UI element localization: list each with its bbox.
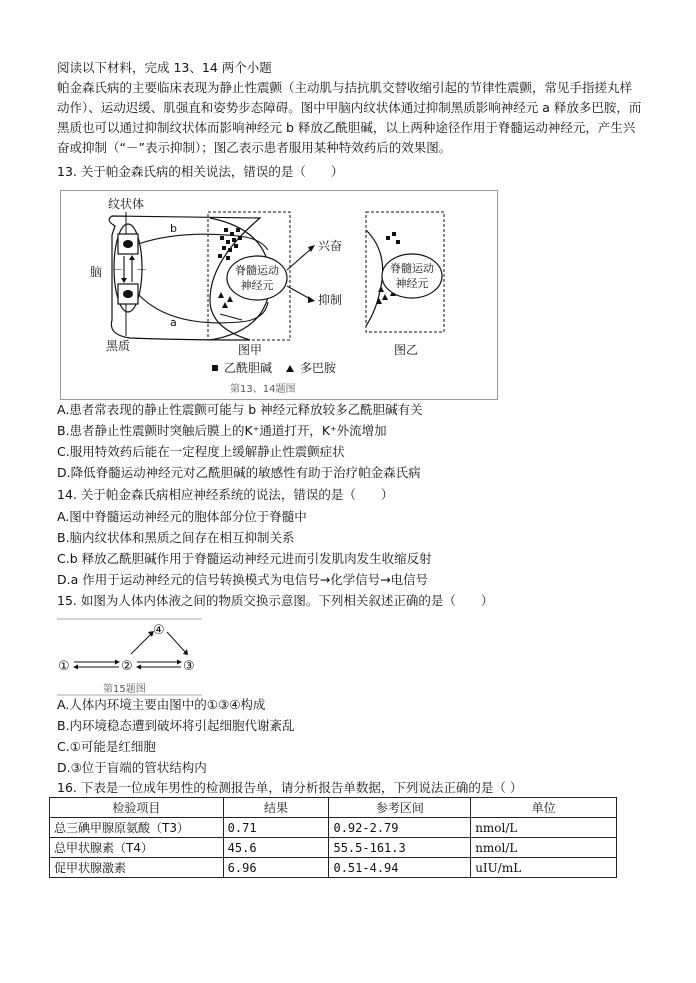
figure-a-dopamine-triangles <box>218 292 233 308</box>
q15-option-a: A.人体内环境主要由图中的①③④构成 <box>57 697 266 712</box>
col-header-reference: 参考区间 <box>329 798 471 818</box>
minus-left: － <box>112 263 123 276</box>
figure-b-neuron <box>382 254 442 298</box>
arrow-up-head <box>129 255 135 260</box>
q13-option-d: D.降低脊髓运动神经元对乙酰胆碱的敏感性有助于治疗帕金森氏病 <box>57 465 421 480</box>
neuron-b-axon <box>138 234 268 250</box>
q15-option-c: C.①可能是红细胞 <box>57 739 156 754</box>
question-15-stem: 15. 如图为人体内体液之间的物质交换示意图。下列相关叙述正确的是（ ） <box>57 593 494 608</box>
legend-ach-icon <box>212 365 218 371</box>
intro-heading: 阅读以下材料，完成 13、14 两个小题 <box>57 60 272 75</box>
inhibit-arrow-head <box>308 296 315 303</box>
figure-a-caption: 图甲 <box>237 343 263 357</box>
cell-unit: uIU/mL <box>471 858 617 878</box>
q14-option-d: D.a 作用于运动神经元的信号转换模式为电信号→化学信号→电信号 <box>57 572 429 587</box>
figure-caption: 第13、14题图 <box>230 384 296 395</box>
q14-option-a: A.图中脊髓运动神经元的胞体部分位于脊髓中 <box>57 509 307 524</box>
q13-option-b: B.患者静止性震颤时突触后膜上的K⁺通道打开，K⁺外流增加 <box>57 423 387 438</box>
question-13-stem: 13. 关于帕金森氏病的相关说法，错误的是（ ） <box>57 164 344 179</box>
figure-b-ach-squares <box>386 232 400 244</box>
cell-unit: nmol/L <box>471 838 617 858</box>
figure-b-neuron-line2: 神经元 <box>395 277 429 290</box>
brain-label: 脑 <box>90 265 103 279</box>
cell-reference: 55.5-161.3 <box>329 838 471 858</box>
col-header-result: 结果 <box>223 798 329 818</box>
node-1: ① <box>58 659 70 674</box>
figure-a-neuron <box>227 256 287 300</box>
minus-right: － <box>136 263 147 276</box>
label-b: b <box>170 222 177 235</box>
table-row <box>50 818 617 838</box>
node-4: ④ <box>153 623 165 638</box>
figure-b-neuron-line1: 脊髓运动 <box>390 262 434 275</box>
figure-15 <box>57 618 207 696</box>
inhibit-label: 抑制 <box>318 293 343 307</box>
q14-option-b: B.脑内纹状体和黑质之间存在相互抑制关系 <box>57 530 295 545</box>
arrow-4-to-3 <box>167 632 187 654</box>
node-2: ② <box>121 659 133 674</box>
label-a: a <box>170 316 177 329</box>
col-header-item: 检验项目 <box>50 798 224 818</box>
arrow-2-to-4 <box>131 632 153 654</box>
striatum-nucleus <box>123 240 133 248</box>
cell-item: 总三碘甲腺原氨酸（T3） <box>50 818 224 838</box>
table-header-row <box>50 798 617 818</box>
table-row <box>50 858 617 878</box>
figure-a-neuron-line2: 神经元 <box>240 279 274 292</box>
figure-a-membrane-line <box>220 314 242 320</box>
striatum-label: 纹状体 <box>108 197 145 211</box>
legend-dopamine-icon <box>286 365 294 372</box>
cell-result: 6.96 <box>223 858 329 878</box>
lab-report-table <box>49 797 617 878</box>
q15-option-d: D.③位于盲端的管状结构内 <box>57 760 207 775</box>
col-header-unit: 单位 <box>471 798 617 818</box>
node-3: ③ <box>183 659 195 674</box>
q13-option-c: C.服用特效药后能在一定程度上缓解静止性震颤症状 <box>57 444 345 459</box>
cell-reference: 0.92-2.79 <box>329 818 471 838</box>
cell-unit: nmol/L <box>471 818 617 838</box>
figure-15-caption: 第15题图 <box>103 684 146 695</box>
question-16-stem: 16. 下表是一位成年男性的检测报告单，请分析报告单数据，下列说法正确的是（ ） <box>57 780 523 795</box>
q14-option-c: C.b 释放乙酰胆碱作用于脊髓运动神经元进而引发肌肉发生收缩反射 <box>57 551 432 566</box>
figure-a-neuron-line1: 脊髓运动 <box>235 264 279 277</box>
excite-label: 兴奋 <box>318 239 343 253</box>
nigra-label: 黑质 <box>106 339 131 353</box>
q13-option-a: A.患者常表现的静止性震颤可能与 b 神经元释放较多乙酰胆碱有关 <box>57 402 423 417</box>
cell-item: 促甲状腺激素 <box>50 858 224 878</box>
legend-ach-label: 乙酰胆碱 <box>224 361 273 375</box>
figure-13-14 <box>60 190 500 400</box>
intro-paragraph: 帕金森氏病的主要临床表现为静止性震颤（主动肌与拮抗肌交替收缩引起的节律性震颤，常见手指搓丸样动作）、运动迟缓、肌强直和姿势步态障碍。图中甲脑内纹状体通过抑制黑质影响神经元 a 释放多巴胺，而黑质也可以通过抑制纹状体而影响神经元 b 释放乙酰胆碱，以上两种途径作用于脊髓运动神经元，产生兴奋或抑制（“－”表示抑制）；图乙表示患者服用某种特效药后的效果图。 <box>57 80 642 155</box>
legend-dopamine-label: 多巴胺 <box>300 361 337 375</box>
excite-arrow <box>287 248 312 270</box>
question-14-stem: 14. 关于帕金森氏病相应神经系统的说法，错误的是（ ） <box>57 487 394 502</box>
q15-option-b: B.内环境稳态遭到破坏将引起细胞代谢紊乱 <box>57 718 295 733</box>
cell-item: 总甲状腺素（T4） <box>50 838 224 858</box>
cell-result: 45.6 <box>223 838 329 858</box>
cell-reference: 0.51-4.94 <box>329 858 471 878</box>
figure-a-ach-squares <box>218 228 242 260</box>
table-row <box>50 838 617 858</box>
cell-result: 0.71 <box>223 818 329 838</box>
nigra-nucleus <box>123 290 133 298</box>
figure-b-caption: 图乙 <box>393 343 419 357</box>
figure-b-terminal <box>366 230 383 326</box>
arrow-down-head <box>121 278 127 283</box>
